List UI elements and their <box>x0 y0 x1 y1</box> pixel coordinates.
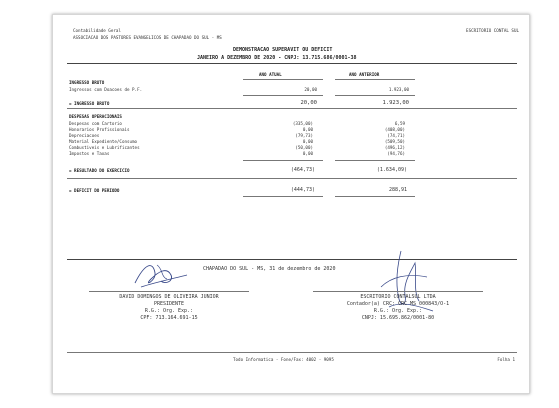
expense-row-previous: (74,71) <box>387 133 405 138</box>
expense-subtotal-rule-previous <box>335 160 415 161</box>
income-row-label: Ingressos com Doacoes de P.F. <box>69 87 143 92</box>
office-name: ESCRITORIO CONTAL SUL <box>466 28 519 33</box>
footer-page-number: Folha 1 <box>497 357 515 362</box>
report-subtitle: JANEIRO A DEZEMBRO DE 2020 - CNPJ: 13.715.686/0001-38 <box>197 55 357 61</box>
right-signer-doc: CNPJ: 15.695.862/0001-80 <box>361 315 435 321</box>
income-row-previous: 1.923,00 <box>388 87 409 92</box>
expense-subtotal-rule-current <box>243 160 323 161</box>
expense-row-label: Combustiveis e Lubrificantes <box>69 145 140 150</box>
place-date: CHAPADAO DO SUL - MS, 31 de dezembro de 2020 <box>203 266 336 272</box>
header-underline-previous <box>335 79 415 80</box>
income-total-current: 20,00 <box>300 100 317 106</box>
result-current: (464,73) <box>290 167 315 173</box>
left-signer-name: DAVID DOMINGOS DE OLIVEIRA JUNIOR <box>119 294 219 300</box>
right-signer-role: Contador(a) CRC: CRC MS 000843/O-1 <box>346 301 450 307</box>
period-label: = DEFICIT DO PERIODO <box>69 188 120 193</box>
expense-row-label: Honorarios Profissionais <box>69 127 130 132</box>
expense-row-label: Impostos e Taxas <box>69 151 110 156</box>
income-total-rule <box>67 108 517 109</box>
left-signature-scribble <box>131 257 191 293</box>
period-rule-previous <box>335 196 415 197</box>
result-rule <box>67 178 517 179</box>
expense-row-label: Despesas com Cartorio <box>69 121 122 126</box>
result-label: = RESULTADO DO EXERCICIO <box>69 168 130 173</box>
income-subtotal-rule-previous <box>335 95 415 96</box>
income-total-label: = INGRESSO BRUTO <box>69 101 110 106</box>
expense-row-current: (50,00) <box>295 145 313 150</box>
right-signer-rg: R.G.: Org. Exp.: <box>373 308 423 314</box>
expense-row-previous: (94,76) <box>387 151 405 156</box>
left-signature-line <box>89 291 249 292</box>
left-signer-rg: R.G.: Org. Exp.: <box>144 308 194 314</box>
expense-row-previous: 6,59 <box>394 121 405 126</box>
left-signer-doc: CPF: 713.164.691-15 <box>140 315 198 321</box>
expense-row-current: 0,00 <box>302 151 313 156</box>
expense-row-previous: (509,50) <box>384 139 405 144</box>
expense-row-previous: (496,12) <box>384 145 405 150</box>
period-current: (444,73) <box>290 187 315 193</box>
footer-software: Todo Informatica - Fone/Fax: 4002 - 9095 <box>233 357 334 362</box>
col-previous-header: ANO ANTERIOR <box>349 72 380 77</box>
right-signature-line <box>313 291 483 292</box>
income-total-previous: 1.923,00 <box>382 100 409 106</box>
footer-rule <box>67 352 517 353</box>
income-subtotal-rule-current <box>243 95 323 96</box>
org-line-1: Contabilidade Geral <box>73 28 121 33</box>
report-title: DEMONSTRACAO SUPERAVIT OU DEFICIT <box>233 47 333 53</box>
document-page <box>52 14 530 394</box>
title-rule <box>67 63 517 64</box>
org-line-2: ASSOCIACAO DOS PASTORES EVANGELICOS DE CHAPADAO DO SUL - MS <box>73 35 222 40</box>
section-title-expenses: DESPESAS OPERACIONAIS <box>69 114 122 119</box>
expense-row-previous: (408,00) <box>384 127 405 132</box>
expense-row-current: 0,00 <box>302 127 313 132</box>
expense-row-label: Material Expediente/Consumo <box>69 139 138 144</box>
income-row-current: 20,00 <box>304 87 317 92</box>
expense-row-current: (335,00) <box>292 121 313 126</box>
result-previous: (1.634,09) <box>376 167 407 173</box>
col-current-header: ANO ATUAL <box>259 72 282 77</box>
section-title-income: INGRESSO BRUTO <box>69 80 105 85</box>
period-rule-current <box>243 196 323 197</box>
expense-row-label: Depreciacoes <box>69 133 100 138</box>
expense-row-current: (79,73) <box>295 133 313 138</box>
period-previous: 288,91 <box>388 187 407 193</box>
right-signer-name: ESCRITORIO CONTALSUL LTDA <box>360 294 436 300</box>
expense-row-current: 0,00 <box>302 139 313 144</box>
header-underline-current <box>243 79 323 80</box>
left-signer-role: PRESIDENTE <box>153 301 185 307</box>
